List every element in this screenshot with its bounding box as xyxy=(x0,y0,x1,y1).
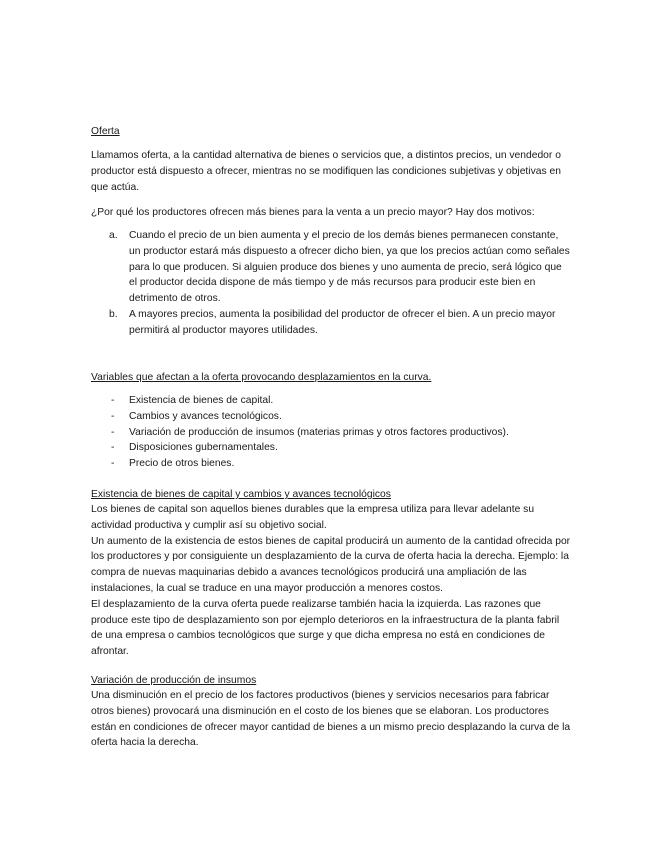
list-item-text: A mayores precios, aumenta la posibilidad del productor de ofrecer el bien. A un precio mayor permitirá al productor mayores utilidades. xyxy=(129,308,556,336)
list-marker: - xyxy=(111,426,115,438)
list-item xyxy=(91,307,571,339)
question-paragraph: ¿Por qué los productores ofrecen más bienes para la venta a un precio mayor? Hay dos motivos: xyxy=(91,207,535,218)
list-item xyxy=(91,393,571,409)
list-item-text: Cuando el precio de un bien aumenta y el precio de los demás bienes permanecen constante, un productor estará más dispuesto a ofrecer dicho bien, ya que los precios actúan como señales para lo que producen. Si alguien produce dos bienes y uno aumenta de precio, será lógico que el productor decida dispone de más tiempo y de más recursos para producir este bien en detrimento de otros. xyxy=(129,230,570,305)
list-marker: - xyxy=(111,410,115,422)
section2-paragraph-1: Una disminución en el precio de los factores productivos (bienes y servicios necesarios para fabricar otros bienes) provocará una disminución en el costo de los bienes que se elaboran. Los productores están en condiciones de ofrecer mayor cantidad de bienes a un mismo precio desplazando la curva de la oferta hacia la derecha. xyxy=(91,690,571,749)
section1-paragraph-1: Los bienes de capital son aquellos bienes durables que la empresa utiliza para llevar adelante su actividad productiva y cumplir así su objetivo social. xyxy=(91,504,535,531)
list-marker: a. xyxy=(109,230,118,241)
section1-body xyxy=(91,502,571,660)
list-marker: - xyxy=(111,395,115,406)
intro-paragraph: Llamamos oferta, a la cantidad alternativa de bienes o servicios que, a distintos precios, un vendedor o productor está dispuesto a ofrecer, mientras no se modifiquen las condiciones subjetivas y objetivas en que actúa. xyxy=(91,150,561,193)
section1-paragraph-3: El desplazamiento de la curva oferta puede realizarse también hacia la izquierda. Las razones que produce este tipo de desplazamiento son por ejemplo deterioros en la infraestructura de la planta fabril de una empresa o cambios tecnológicos que surge y que dicha empresa no está en condiciones de afrontar. xyxy=(91,598,560,658)
list-item-text: Precio de otros bienes. xyxy=(129,458,235,470)
section2-heading: Variación de producción de insumos xyxy=(91,675,257,686)
list-item xyxy=(91,425,571,441)
list-item xyxy=(91,456,571,472)
list-item xyxy=(91,228,571,307)
section1-heading: Existencia de bienes de capital y cambios y avances tecnológicos xyxy=(91,489,391,500)
variables-list xyxy=(91,393,571,472)
list-marker: - xyxy=(111,442,115,454)
list-item xyxy=(91,440,571,456)
list-item-text: Existencia de bienes de capital. xyxy=(129,395,274,406)
list-marker: - xyxy=(111,458,115,470)
list-item xyxy=(91,409,571,425)
doc-title: Oferta xyxy=(91,126,120,137)
variables-heading: Variables que afectan a la oferta provocando desplazamientos en la curva. xyxy=(91,372,432,383)
list-item-text: Cambios y avances tecnológicos. xyxy=(129,410,282,422)
reasons-list xyxy=(91,228,571,339)
list-marker: b. xyxy=(109,308,118,320)
list-item-text: Disposiciones gubernamentales. xyxy=(129,442,278,454)
section1-paragraph-2: Un aumento de la existencia de estos bienes de capital producirá un aumento de la cantidad ofrecida por los productores y por consiguiente un desplazamiento de la curva de oferta hacia la derecha. Ejemplo: la compra de nuevas maquinarias debido a avances tecnológicos producirá una ampliación de las instalaciones, la cual se traduce en una mayor producción a menores costos. xyxy=(91,535,571,594)
list-item-text: Variación de producción de insumos (materias primas y otros factores productivos). xyxy=(129,426,509,438)
